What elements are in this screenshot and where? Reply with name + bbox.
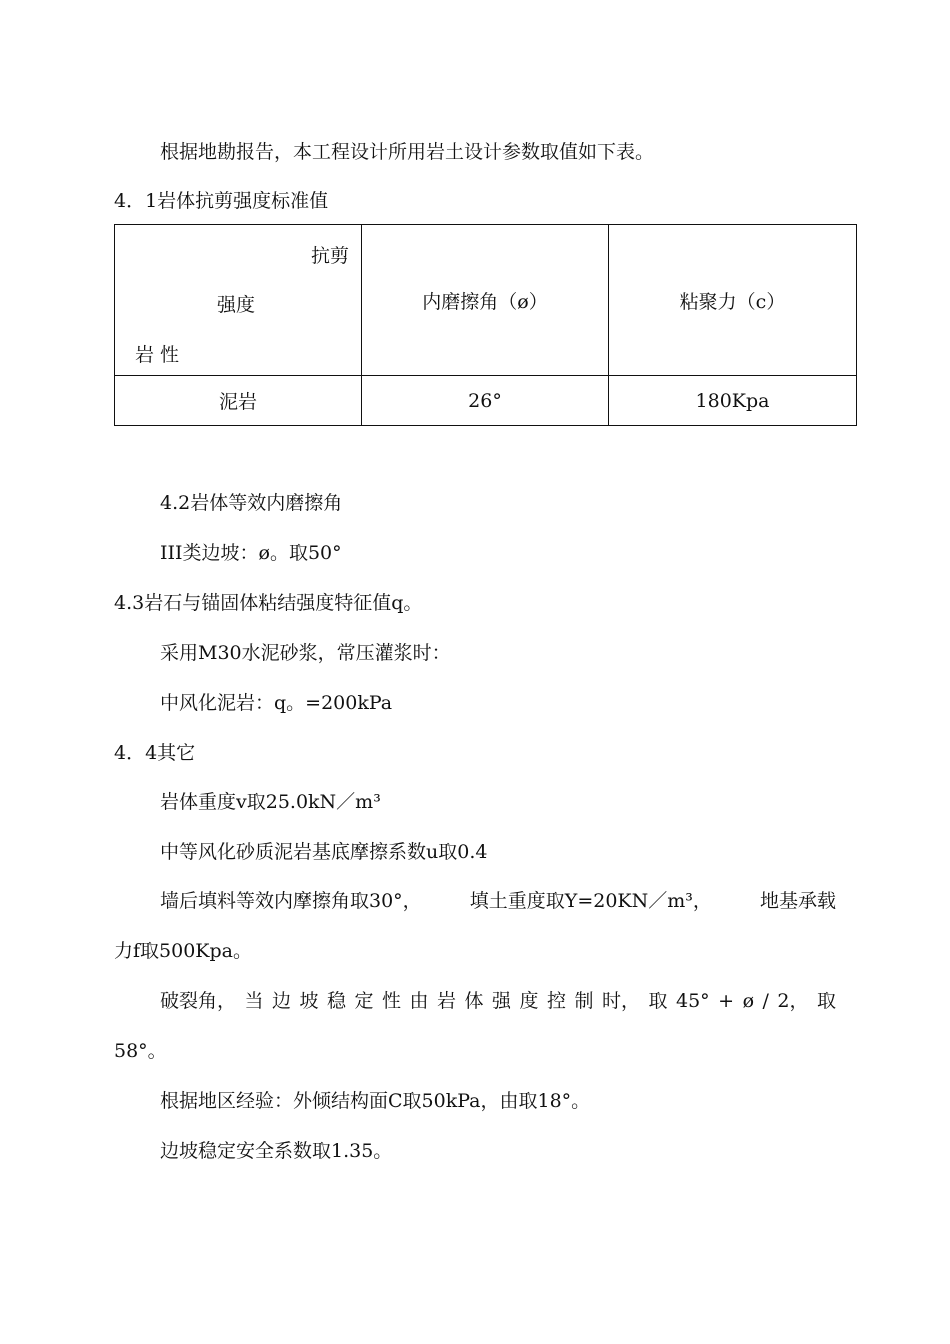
- intro-paragraph: 根据地勘报告，本工程设计所用岩土设计参数取值如下表。: [160, 141, 655, 163]
- fracture-angle-segment: 2，: [777, 990, 809, 1012]
- slope-class-line: III类边坡：ø。取50°: [160, 542, 342, 564]
- corner-label-rock-type: 岩 性: [135, 344, 180, 366]
- fracture-angle-segment: 稳: [327, 990, 347, 1012]
- fracture-angle-segment: 由: [409, 990, 429, 1012]
- fracture-angle-segment: /: [762, 990, 769, 1012]
- section-4-1-title: 4．1岩体抗剪强度标准值: [114, 190, 329, 212]
- fracture-angle-segment: 时，: [602, 990, 641, 1012]
- fracture-angle-segment: 坡: [299, 990, 319, 1012]
- cell-rock: 泥岩: [115, 376, 362, 426]
- backfill-segment: 填土重度取Y=20KN／m³，: [469, 890, 712, 912]
- section-4-3-title: 4.3岩石与锚固体粘结强度特征值q。: [114, 592, 423, 614]
- fracture-angle-segment: 取: [816, 990, 836, 1012]
- section-4-4-title: 4．4其它: [114, 742, 196, 764]
- backfill-paragraph-line1: [160, 889, 836, 913]
- fracture-angle-segment: 岩: [437, 990, 457, 1012]
- section-4-2-title: 4.2岩体等效内磨擦角: [160, 492, 343, 514]
- fracture-angle-segment: 控: [547, 990, 567, 1012]
- backfill-paragraph-line2: 力f取500Kpa。: [114, 940, 252, 962]
- corner-header-cell: [115, 225, 362, 376]
- table-row: [115, 376, 857, 426]
- cell-friction: 26°: [362, 376, 609, 426]
- backfill-segment: 墙后填料等效内摩擦角取30°，: [160, 890, 422, 912]
- header-cohesion: 粘聚力（c）: [609, 225, 857, 376]
- unit-weight-line: 岩体重度v取25.0kN／m³: [160, 791, 381, 813]
- fracture-angle-segment: 制: [574, 990, 594, 1012]
- bond-strength-line: 中风化泥岩：q。=200kPa: [160, 692, 393, 714]
- corner-label-strength: 强度: [217, 294, 256, 316]
- fracture-angle-segment: +: [718, 990, 735, 1012]
- fracture-angle-segment: 破裂角，: [160, 990, 237, 1012]
- backfill-segment: 地基承载: [759, 890, 836, 912]
- fracture-angle-segment: ø: [742, 990, 755, 1012]
- fracture-angle-segment: 体: [464, 990, 484, 1012]
- fracture-angle-segment: 定: [354, 990, 374, 1012]
- regional-experience-line: 根据地区经验：外倾结构面C取50kPa，由取18°。: [160, 1090, 591, 1112]
- table-header-row: [115, 225, 857, 376]
- cell-cohesion: 180Kpa: [609, 376, 857, 426]
- rock-shear-strength-table: [114, 224, 857, 426]
- friction-coefficient-line: 中等风化砂质泥岩基底摩擦系数u取0.4: [160, 841, 488, 863]
- fracture-angle-segment: 45°: [676, 990, 710, 1012]
- safety-factor-line: 边坡稳定安全系数取1.35。: [160, 1140, 393, 1162]
- header-friction-angle: 内磨擦角（ø）: [362, 225, 609, 376]
- fracture-angle-paragraph-line2: 58°。: [114, 1040, 167, 1062]
- fracture-angle-segment: 边: [272, 990, 292, 1012]
- fracture-angle-segment: 当: [244, 990, 264, 1012]
- fracture-angle-segment: 性: [382, 990, 402, 1012]
- fracture-angle-paragraph-line1: [160, 989, 836, 1013]
- corner-label-shear: 抗剪: [310, 245, 349, 267]
- fracture-angle-segment: 强: [492, 990, 512, 1012]
- fracture-angle-segment: 度: [519, 990, 539, 1012]
- mortar-line: 采用M30水泥砂浆，常压灌浆时：: [160, 642, 451, 664]
- fracture-angle-segment: 取: [648, 990, 668, 1012]
